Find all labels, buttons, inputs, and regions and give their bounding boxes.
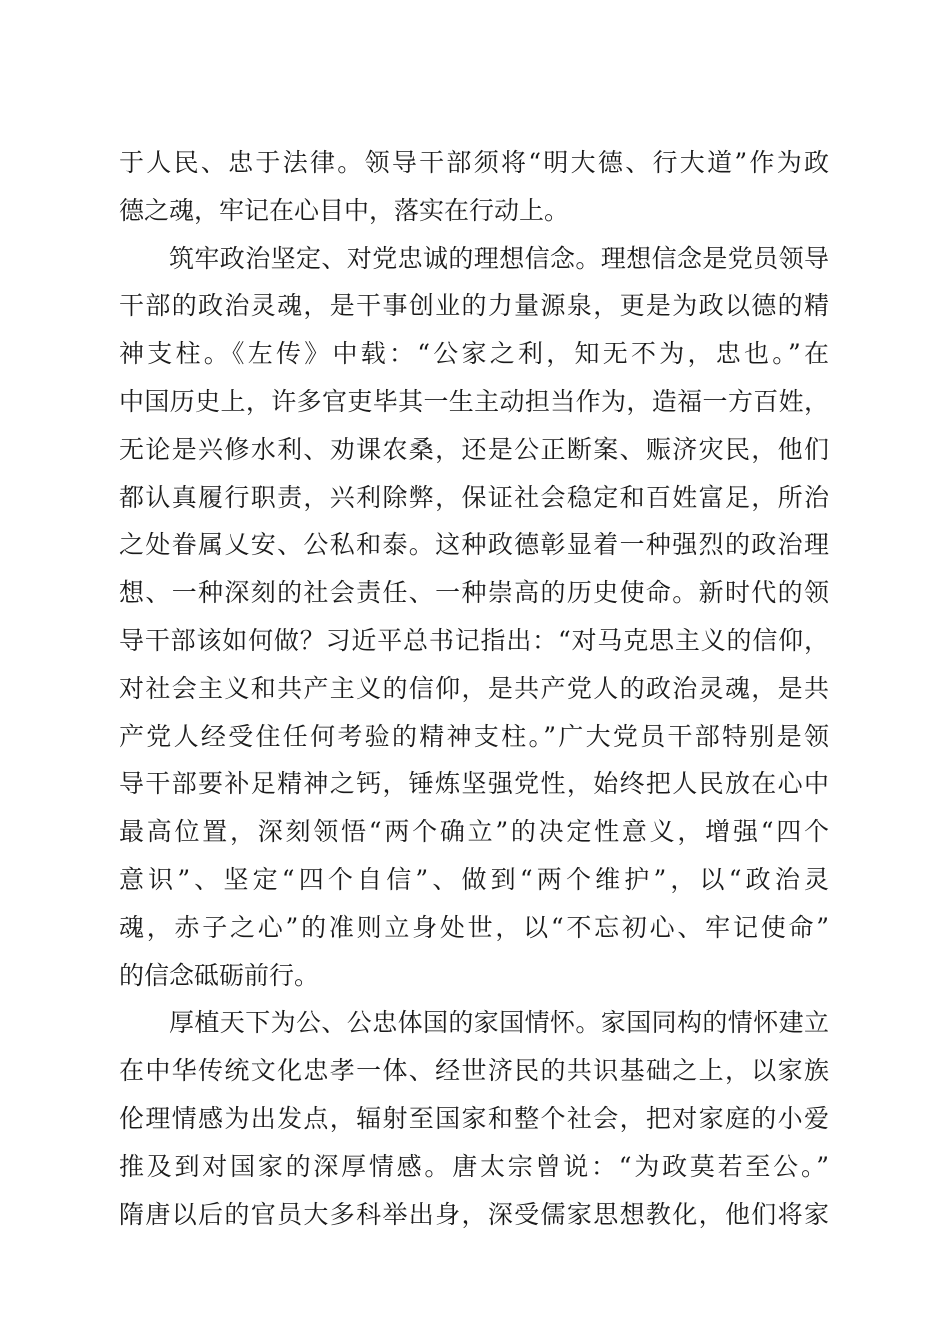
text-line: 伦理情感为出发点，辐射至国家和整个社会，把对家庭的小爱 [119,1103,829,1133]
text-line: 无论是兴修水利、劝课农桑，还是公正断案、赈济灾民，他们 [119,434,829,464]
text-line: 推及到对国家的深厚情感。唐太宗曾说：“为政莫若至公。” [119,1151,829,1181]
text-line: 导干部该如何做？习近平总书记指出：“对马克思主义的信仰， [119,625,829,655]
document-body [119,139,829,1238]
text-line: 的信念砥砺前行。 [119,960,320,990]
text-line: 于人民、忠于法律。领导干部须将“明大德、行大道”作为政 [119,148,829,177]
text-line: 隋唐以后的官员大多科举出身，深受儒家思想教化，他们将家 [119,1199,829,1229]
text-line: 魂，赤子之心”的准则立身处世，以“不忘初心、牢记使命” [119,912,829,942]
text-line: 在中华传统文化忠孝一体、经世济民的共识基础之上，以家族 [119,1056,829,1086]
text-line: 导干部要补足精神之钙，锤炼坚强党性，始终把人民放在心中 [119,769,829,799]
text-line: 中国历史上，许多官吏毕其一生主动担当作为，造福一方百姓， [119,386,829,416]
text-line: 想、一种深刻的社会责任、一种崇高的历史使命。新时代的领 [119,578,829,608]
paragraph-heading-line: 筑牢政治坚定、对党忠诚的理想信念。理想信念是党员领导 [169,243,829,273]
paragraph-heading-line: 厚植天下为公、公忠体国的家国情怀。家国同构的情怀建立 [169,1008,829,1038]
text-line: 之处眷属乂安、公私和泰。这种政德彰显着一种强烈的政治理 [119,530,829,560]
text-line: 最高位置，深刻领悟“两个确立”的决定性意义，增强“四个 [119,817,829,847]
text-line: 神支柱。《左传》中载：“公家之利，知无不为，忠也。”在 [119,339,829,369]
text-line: 产党人经受住任何考验的精神支柱。”广大党员干部特别是领 [119,721,829,751]
text-line: 干部的政治灵魂，是干事创业的力量源泉，更是为政以德的精 [119,291,829,321]
text-line: 都认真履行职责，兴利除弊，保证社会稳定和百姓富足，所治 [119,482,829,512]
text-line: 德之魂，牢记在心目中，落实在行动上。 [119,195,570,225]
text-line: 意识”、坚定“四个自信”、做到“两个维护”，以“政治灵 [119,864,829,894]
text-line: 对社会主义和共产主义的信仰，是共产党人的政治灵魂，是共 [119,673,829,703]
